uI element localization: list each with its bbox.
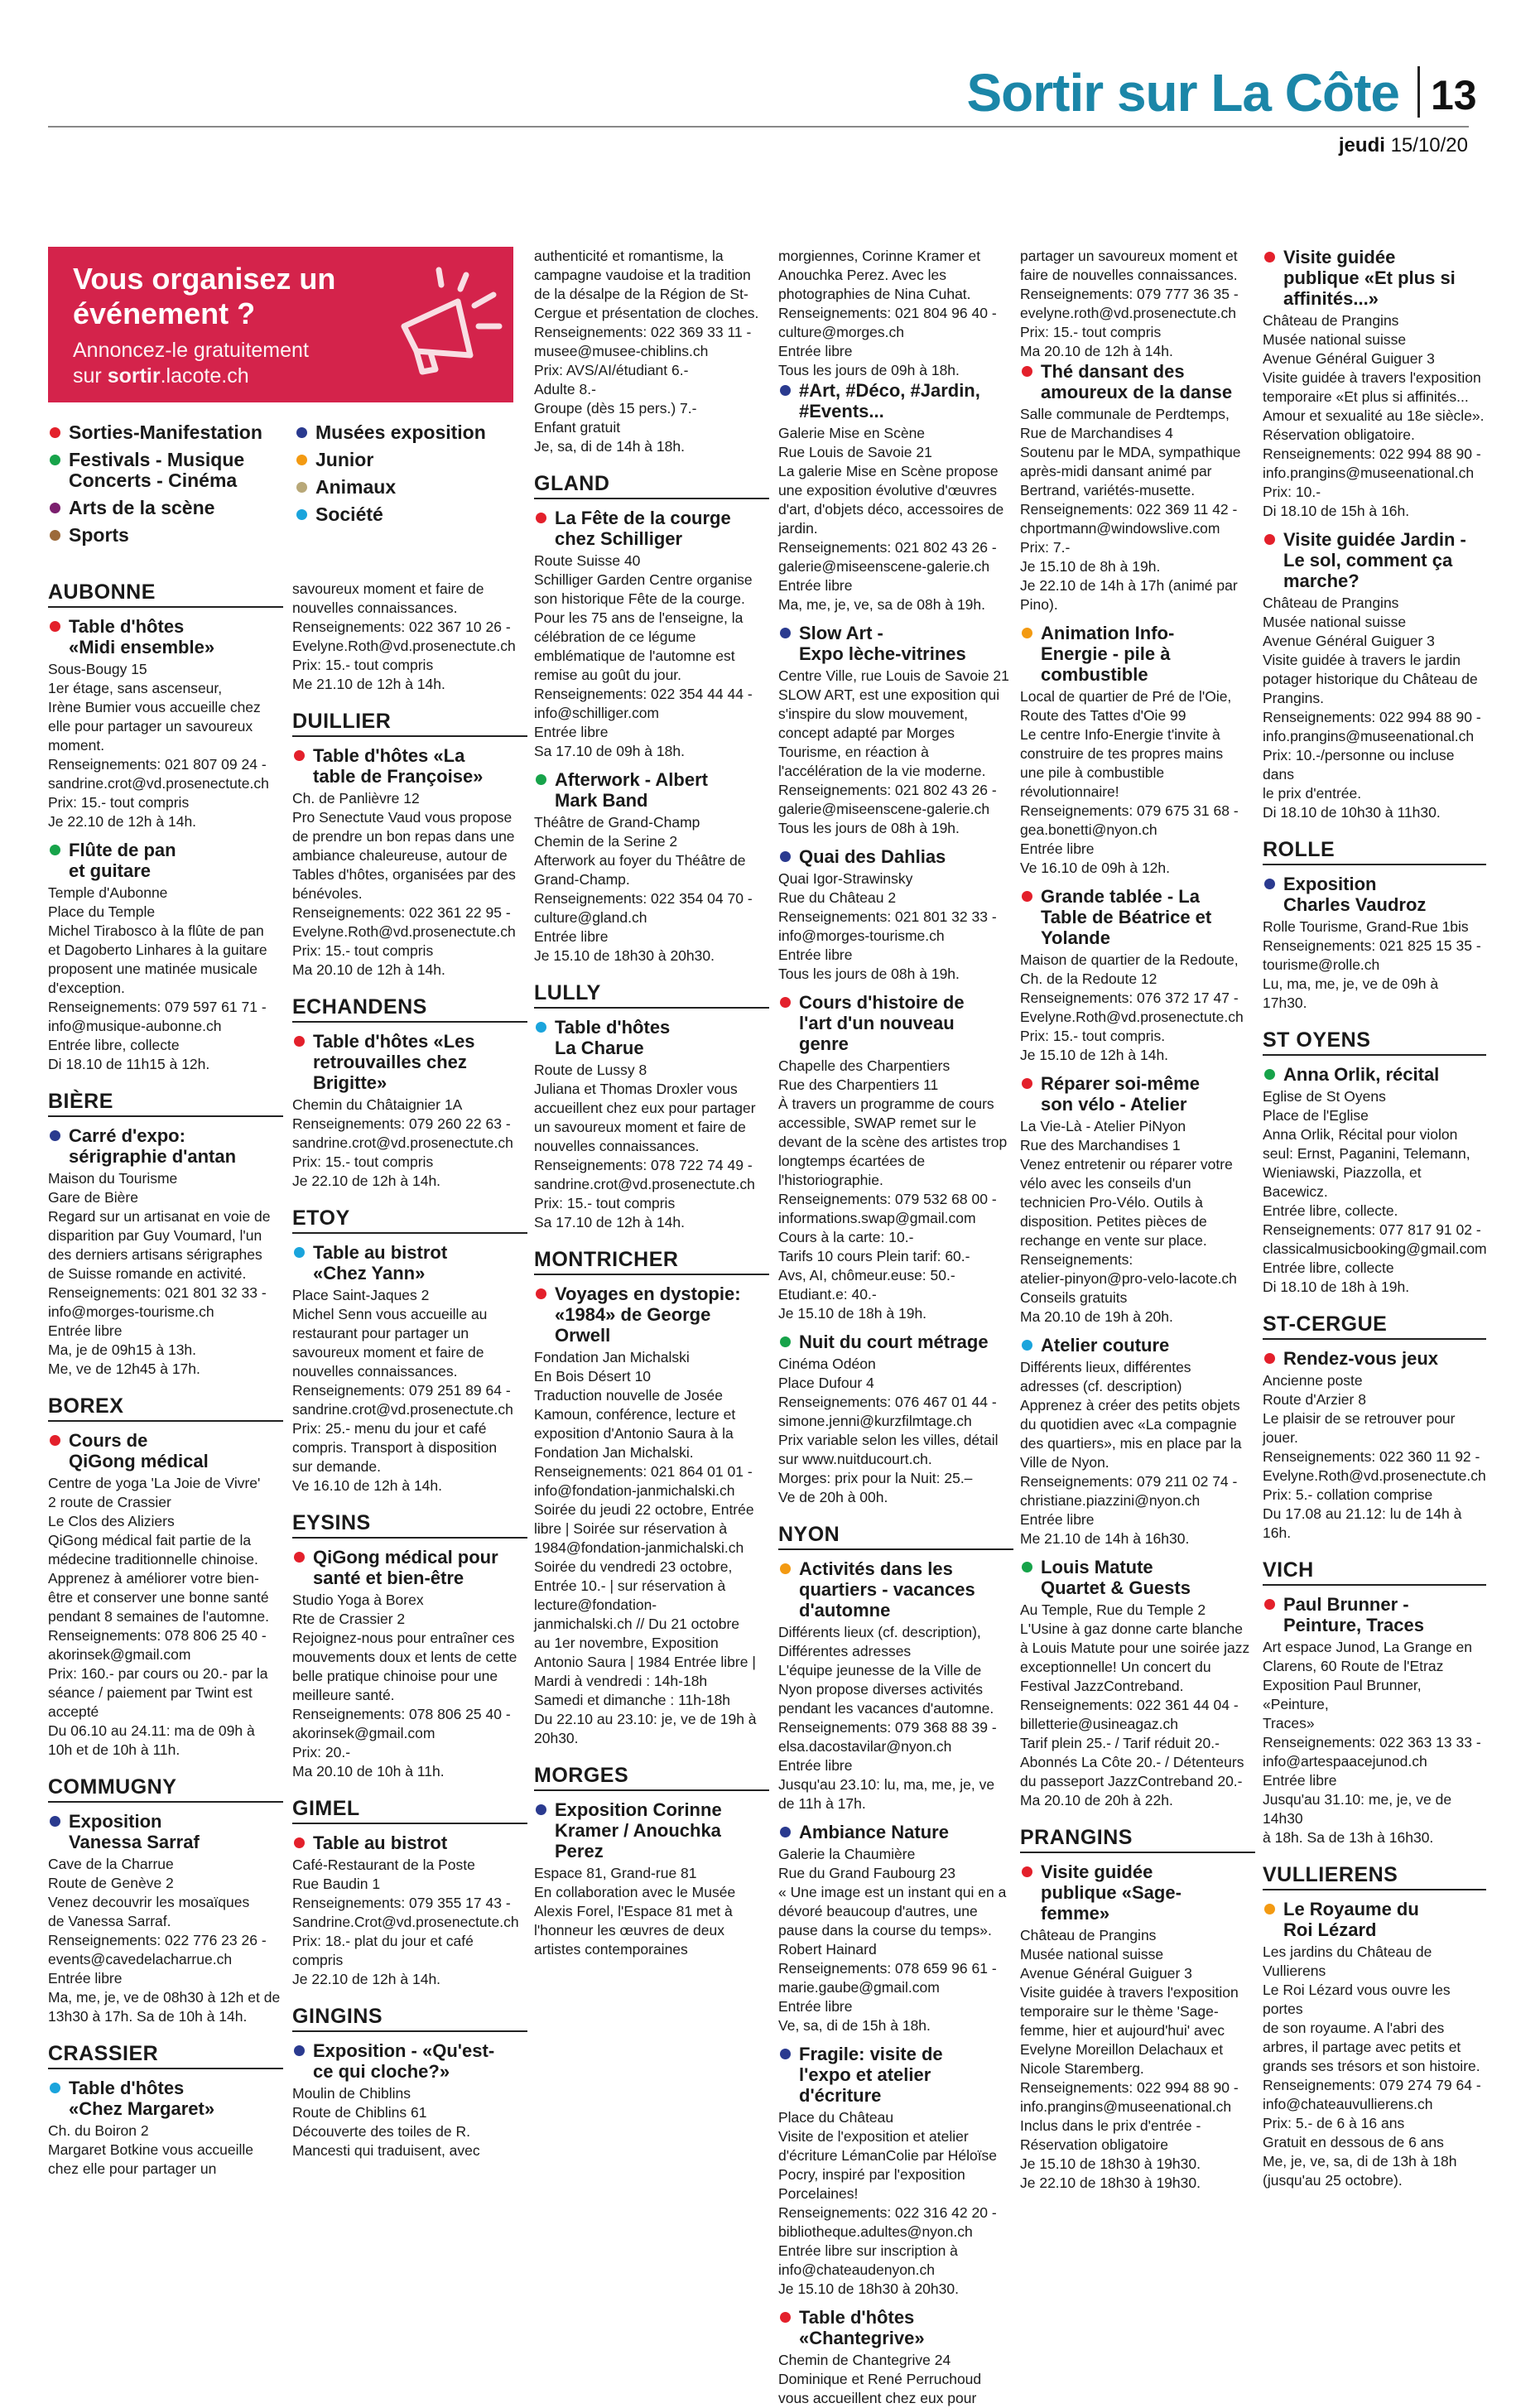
event-title-text: Voyages en dystopie: «1984» de George Orwell [555,1283,741,1346]
category-dot-icon [780,385,791,396]
event-listing [1020,1861,1255,2193]
event-title-text: Louis Matute Quartet & Guests [1041,1557,1191,1598]
category-dot-icon [50,1435,60,1446]
event-details: Studio Yoga à Borex Rte de Crassier 2 Rejoignez-nous pour entraîner ces mouvements doux et lents de cette belle pratique chinoise pour une meilleure santé. Renseignements: 078 806 25 40 - akorinsek@gmail.com Prix: 20.- Ma 20.10 de 10h à 11h. [292,1592,517,1780]
event-continuation: partager un savoureux moment et faire de nouvelles connaissances. Renseignements: 079 777 36 35 - evelyne.roth@vd.prosenectute.ch Prix: 15.- tout compris Ma 20.10 de 12h à 14h. [1020,248,1239,359]
header-rule [48,126,1469,128]
event-title [778,2307,1013,2348]
event-title [1020,1335,1255,1356]
event-details: Ch. du Boiron 2 Margaret Botkine vous accueille chez elle pour partager un [48,2122,254,2177]
page-number: 13 [1431,72,1477,118]
event-details: Chemin de Chantegrive 24 Dominique et René Perruchoud vous accueillent chez eux pour [778,2352,982,2406]
event-title [778,623,1013,664]
category-dot-icon [294,1247,305,1258]
event-listing [292,745,527,980]
event-listing [48,840,283,1074]
event-details: Route Suisse 40 Schilliger Garden Centre organise son historique Fête de la courge. Pour les 75 ans de l'enseigne, la célébration de ce légume emblématique de l'automne est remise au goût du jour. Renseignements: 022 354 44 44 - info@schilliger.com Entrée libre Sa 17.10 de 09h à 18h. [534,552,753,759]
category-dot-icon [294,1837,305,1848]
event-title [292,745,527,787]
event-title [1020,1073,1255,1115]
event-title-text: Table d'hôtes «La table de Françoise» [313,745,484,787]
event-listing [1263,874,1486,1013]
event-title [1263,1899,1486,1940]
promo-link-brand: sortir [107,364,161,388]
event-listing [292,1242,527,1495]
event-title [778,1822,1013,1842]
event-continuation: morgiennes, Corinne Kramer et Anouchka Perez. Avec les photographies de Nina Cuhat. Renseignements: 021 804 96 40 - culture@morges.ch Entrée libre Tous les jours de 09h à 18h. [778,248,997,378]
event-details: Château de Prangins Musée national suisse Avenue Général Guiguer 3 Visite guidée à travers l'exposition temporaire sur le thème 'Sage- femme, hier et aujourd'hui' avec Evelyne Moreillon Delachaux et Nicole Staremberg. Renseignements: 022 994 88 90 - info.prangins@museenational.ch Inclus dans le prix d'entrée - Réservation obligatoire Je 15.10 de 18h30 à 19h30. Je 22.10 de 18h30 à 19h30. [1020,1927,1239,2191]
event-listing [778,992,1013,1323]
promo-link-prefix: sur [73,364,108,388]
event-title-text: Visite guidée Jardin - Le sol, comment ça marche? [1283,529,1466,591]
issue-day: jeudi [1338,134,1385,157]
category-dot-icon [1022,628,1032,638]
event-title-text: Rendez-vous jeux [1283,1348,1439,1369]
category-dot-icon [50,1130,60,1141]
category-dot-icon [296,427,307,438]
category-dot-icon [1022,366,1032,377]
category-dot-icon [780,628,791,638]
issue-date-value: 15/10/20 [1390,134,1468,157]
category-dot-icon [1264,1599,1275,1610]
town-heading: GLAND [534,471,769,499]
event-title-text: Exposition - «Qu'est- ce qui cloche?» [313,2040,495,2082]
event-details: Au Temple, Rue du Temple 2 L'Usine à gaz donne carte blanche à Louis Matute pour une soirée jazz exceptionnelle! Un concert du Festival JazzContreband. Renseignements: 022 361 44 04 - billetterie@usineagaz.ch Tarif plein 25.- / Tarif réduit 20.- Abonnés La Côte 20.- / Détenteurs du passeport JazzContreband 20.- Ma 20.10 de 20h à 22h. [1020,1601,1250,1808]
event-details: Quai Igor-Strawinsky Rue du Château 2 Renseignements: 021 801 32 33 - info@morges-tourisme.ch Entrée libre Tous les jours de 08h à 19h. [778,870,997,982]
listing-column-6 [1263,247,1486,2232]
category-dot-icon [1264,1069,1275,1080]
promo-title: Vous organisez un événement ? [73,262,336,330]
legend-item [295,450,527,470]
event-listing [1020,1073,1255,1327]
event-listing [534,1017,769,1232]
event-details: Cave de la Charrue Route de Genève 2 Venez decouvrir les mosaïques de Vanessa Sarraf. Renseignements: 022 776 23 26 - events@cavedelacharrue.ch Entrée libre Ma, me, je, ve de 08h30 à 12h et de 13h30 à 17h. Sa de 10h à 14h. [48,1856,281,2025]
town-heading: COMMUGNY [48,1775,283,1803]
town-heading: VICH [1263,1558,1486,1586]
event-title-text: Cours de QiGong médical [69,1430,209,1471]
category-dot-icon [296,509,307,520]
event-title-text: Carré d'expo: sérigraphie d'antan [69,1125,237,1167]
event-title [1263,529,1486,591]
listing-column-3 [534,247,769,2232]
town-heading: BOREX [48,1394,283,1422]
event-title [778,992,1013,1054]
event-details: Différents lieux, différentes adresses (cf. description) Apprenez à créer des petits objets du quotidien avec «La compagnie des quartiers», mis en place par la Ville de Nyon. Renseignements: 079 211 02 74 - christiane.piazzini@nyon.ch Entrée libre Me 21.10 de 14h à 16h30. [1020,1359,1242,1547]
event-title-text: Visite guidée publique «Et plus si affinités...» [1283,247,1456,309]
event-listing [292,1547,527,1781]
event-title-text: Anna Orlik, récital [1283,1064,1440,1085]
event-details: Chemin du Châtaignier 1A Renseignements: 079 260 22 63 - sandrine.crot@vd.prosenectute.ch Prix: 15.- tout compris Je 22.10 de 12h à 14h. [292,1096,513,1189]
category-dot-icon [50,1816,60,1827]
event-title-text: Le Royaume du Roi Lézard [1283,1899,1419,1940]
event-details: Sous-Bougy 15 1er étage, sans ascenseur, Irène Bumier vous accueille chez elle pour partager un savoureux moment. Renseignements: 021 807 09 24 - sandrine.crot@vd.prosenectute.ch Prix: 15.- tout compris Je 22.10 de 12h à 14h. [48,661,269,830]
event-details: Galerie Mise en Scène Rue Louis de Savoie 21 La galerie Mise en Scène propose une exposition évolutive d'œuvres d'art, d'objets déco, accessoires de jardin. Renseignements: 021 802 43 26 - galerie@miseenscene-galerie.ch Entrée libre Ma, me, je, ve, sa de 08h à 19h. [778,425,1004,613]
event-title-text: Activités dans les quartiers - vacances d'automne [799,1558,975,1621]
event-details: Espace 81, Grand-rue 81 En collaboration avec le Musée Alexis Forel, l'Espace 81 met à l'honneur les œuvres de deux artistes contemporaines [534,1865,736,1958]
event-details: La Vie-Là - Atelier PiNyon Rue des Marchandises 1 Venez entretenir ou réparer votre vélo avec les conseils d'un technicien Pro-Vélo. Outils à disposition. Petites pièces de rechange en vente sur place. Renseignements: atelier-pinyon@pro-velo-lacote.ch Conseils gratuits Ma 20.10 de 19h à 20h. [1020,1118,1237,1325]
event-title-text: #Art, #Déco, #Jardin, #Events... [799,380,980,421]
event-title-text: Quai des Dahlias [799,846,946,867]
event-listing [778,380,1013,614]
category-dot-icon [780,1336,791,1347]
category-dot-icon [780,1827,791,1837]
category-dot-icon [294,1552,305,1563]
category-dot-icon [296,482,307,493]
event-listing [1020,361,1255,614]
event-details: Temple d'Aubonne Place du Temple Michel Tirabosco à la flûte de pan et Dagoberto Linhares à la guitare proposent une matinée musicale d'exception. Renseignements: 079 597 61 71 - info@musique-aubonne.ch Entrée libre, collecte Di 18.10 de 11h15 à 12h. [48,884,267,1072]
legend-item [295,477,527,498]
promo-banner[interactable] [48,247,513,402]
category-dot-icon [780,851,791,862]
event-listing [1263,1899,1486,2190]
category-dot-icon [536,513,546,523]
category-dot-icon [536,774,546,785]
category-dot-icon [1022,1866,1032,1877]
town-heading: DUILLIER [292,709,527,737]
event-listing [778,1822,1013,2035]
event-details: Théâtre de Grand-Champ Chemin de la Serine 2 Afterwork au foyer du Théâtre de Grand-Champ. Renseignements: 022 354 04 70 - culture@gland.ch Entrée libre Je 15.10 de 18h30 à 20h30. [534,814,753,964]
legend-item [48,525,296,546]
event-listing [48,2078,283,2179]
listing-column-1 [48,580,283,2232]
event-title [1263,247,1486,309]
promo-subtitle: Annoncez-le gratuitement [73,339,309,362]
event-listing [48,616,283,831]
category-dot-icon [50,530,60,541]
event-title-text: Table d'hôtes «Les retrouvailles chez Brigitte» [313,1031,475,1093]
event-details: Château de Prangins Musée national suisse Avenue Général Guiguer 3 Visite guidée à travers l'exposition temporaire «Et plus si affinités... Amour et sexualité au 18e siècle». Réservation obligatoire. Renseignements: 022 994 88 90 - info.prangins@museenational.ch Prix: 10.- Di 18.10 de 15h à 16h. [1263,312,1485,519]
town-heading: NYON [778,1522,1013,1550]
event-title [534,1017,769,1058]
event-title-text: Afterwork - Albert Mark Band [555,769,708,811]
event-listing [778,1332,1013,1507]
event-details: Rolle Tourisme, Grand-Rue 1bis Renseignements: 021 825 15 35 - tourisme@rolle.ch Lu, ma, me, je, ve de 09h à 17h30. [1263,918,1481,1011]
event-details: Moulin de Chiblins Route de Chiblins 61 Découverte des toiles de R. Mancesti qui traduisent, avec [292,2085,480,2159]
event-title [292,1242,527,1283]
legend-label: Société [315,503,383,525]
event-title [778,1332,1013,1352]
legend-item [48,450,296,491]
town-heading: ST OYENS [1263,1028,1486,1056]
event-title-text: Exposition Corinne Kramer / Anouchka Perez [555,1799,722,1861]
event-details: Les jardins du Château de Vullierens Le Roi Lézard vous ouvre les portes de son royaume. A l'abri des arbres, il partage avec petits et grands ses trésors et son histoire. Renseignements: 079 274 79 64 - info@chateauvullierens.ch Prix: 5.- de 6 à 16 ans Gratuit en dessous de 6 ans Me, je, ve, sa, di de 13h à 18h (jusqu'au 25 octobre). [1263,1943,1481,2189]
town-heading: GIMEL [292,1796,527,1824]
event-title-text: Cours d'histoire de l'art d'un nouveau genre [799,992,965,1054]
event-listing [1020,1557,1255,1810]
event-title [48,1125,283,1167]
event-listing [1263,1064,1486,1297]
event-title-text: QiGong médical pour santé et bien-être [313,1547,498,1588]
legend-item [295,504,527,525]
category-dot-icon [1264,879,1275,889]
listing-column-2 [292,580,527,2232]
event-details: Maison du Tourisme Gare de Bière Regard sur un artisanat en voie de disparition par Guy Voumard, l'un des derniers artisans sérigraphes de Suisse romande en activité. Renseignements: 021 801 32 33 - info@morges-tourisme.ch Entrée libre Ma, je de 09h15 à 13h. Me, ve de 12h45 à 17h. [48,1170,271,1377]
event-title [1020,623,1255,685]
event-listing [534,1283,769,1748]
event-title-text: Animation Info- Energie - pile à combustible [1041,623,1175,685]
event-listing [1263,1348,1486,1543]
event-title-text: La Fête de la courge chez Schilliger [555,508,731,549]
event-title-text: Thé dansant des amoureux de la danse [1041,361,1233,402]
event-title [778,846,1013,867]
legend-label: Sorties-Manifestation [69,421,262,443]
event-title-text: Réparer soi-même son vélo - Atelier [1041,1073,1200,1115]
category-dot-icon [1022,1078,1032,1089]
event-title [1020,361,1255,402]
event-title-text: Flûte de pan et guitare [69,840,176,881]
category-dot-icon [536,1022,546,1033]
event-details: Ancienne poste Route d'Arzier 8 Le plaisir de se retrouver pour jouer. Renseignements: 022 360 11 92 - Evelyne.Roth@vd.prosenectute.ch Prix: 5.- collation comprise Du 17.08 au 21.12: lu de 14h à 16h. [1263,1372,1486,1541]
category-dot-icon [296,455,307,465]
category-dot-icon [536,1288,546,1299]
town-heading: GINGINS [292,2004,527,2032]
listing-column-5 [1020,247,1255,2232]
town-heading: EYSINS [292,1510,527,1539]
event-listing [778,1558,1013,1813]
town-heading: PRANGINS [1020,1825,1255,1853]
event-listing [778,2307,1013,2408]
category-dot-icon [1022,1340,1032,1351]
event-details: Centre Ville, rue Louis de Savoie 21 SLOW ART, est une exposition qui s'inspire du slow mouvement, concept adapté par Morges Tourisme, en réaction à l'accélération de la vie moderne. Renseignements: 021 802 43 26 - galerie@miseenscene-galerie.ch Tous les jours de 08h à 19h. [778,667,1009,836]
event-details: Local de quartier de Pré de l'Oie, Route des Tattes d'Oie 99 Le centre Info-Energie t'invite à construire de tes propres mains une pile à combustible révolutionnaire! Renseignements: 079 675 31 68 - gea.bonetti@nyon.ch Entrée libre Ve 16.10 de 09h à 12h. [1020,688,1239,876]
event-listing [534,508,769,761]
town-heading: VULLIERENS [1263,1862,1486,1890]
event-continuation: savoureux moment et faire de nouvelles connaissances. Renseignements: 022 367 10 26 - Evelyne.Roth@vd.prosenectute.ch Prix: 15.- tout compris Me 21.10 de 12h à 14h. [292,580,516,692]
legend-label: Sports [69,524,129,546]
event-listing [1263,529,1486,822]
event-details: Galerie la Chaumière Rue du Grand Faubourg 23 « Une image est un instant qui en a dévoré beaucoup d'autres, une pause dans la course du temps». Robert Hainard Renseignements: 078 659 96 61 - marie.gaube@gmail.com Entrée libre Ve, sa, di de 15h à 18h. [778,1846,1007,2034]
town-heading: MONTRICHER [534,1247,769,1275]
event-listing [48,1811,283,2026]
megaphone-icon [379,260,503,384]
event-details: Château de Prangins Musée national suisse Avenue Général Guiguer 3 Visite guidée à travers le jardin potager historique du Château de Prangins. Renseignements: 022 994 88 90 - info.prangins@museenational.ch Prix: 10.-/personne ou incluse dans le prix d'entrée. Di 18.10 de 10h30 à 11h30. [1263,595,1481,821]
event-details: Chapelle des Charpentiers Rue des Charpentiers 11 À travers un programme de cours accessible, SWAP remet sur le devant de la scène des artistes trop longtemps écartées de l'historiographie. Renseignements: 079 532 68 00 - informations.swap@gmail.com Cours à la carte: 10.- Tarifs 10 cours Plein tarif: 60.- Avs, AI, chômeur.euse: 50.- Etudiant.e: 40.- Je 15.10 de 18h à 19h. [778,1057,1008,1322]
category-dot-icon [50,621,60,632]
event-title-text: Slow Art - Expo lèche-vitrines [799,623,966,664]
event-title [778,1558,1013,1621]
event-title [48,2078,283,2119]
event-title-text: Nuit du court métrage [799,1332,989,1352]
event-listing [292,1031,527,1191]
event-details: Route de Lussy 8 Juliana et Thomas Droxler vous accueillent chez eux pour partager un savoureux moment et faire de nouvelles connaissances. Renseignements: 078 722 74 49 - sandrine.crot@vd.prosenectute.ch Prix: 15.- tout compris Sa 17.10 de 12h à 14h. [534,1062,756,1230]
event-title [1020,1861,1255,1924]
event-listing [292,1832,527,1989]
event-details: Cinéma Odéon Place Dufour 4 Renseignements: 076 467 01 44 - simone.jenni@kurzfilmtage.ch Prix variable selon les villes, détail sur www.nuitducourt.ch. Morges: prix pour la Nuit: 25.– Ve de 20h à 00h. [778,1356,999,1505]
event-title-text: Table au bistrot [313,1832,448,1853]
event-title [778,2044,1013,2106]
category-dot-icon [1264,1904,1275,1914]
town-heading: ETOY [292,1206,527,1234]
page-title: Sortir sur La Côte [966,63,1399,123]
town-heading: AUBONNE [48,580,283,608]
category-dot-icon [780,1563,791,1574]
event-title-text: Table au bistrot «Chez Yann» [313,1242,448,1283]
category-dot-icon [50,455,60,465]
event-title-text: Table d'hôtes «Chez Margaret» [69,2078,215,2119]
event-title-text: Table d'hôtes «Chantegrive» [799,2307,925,2348]
event-title [48,1811,283,1852]
category-dot-icon [536,1804,546,1815]
event-listing [534,769,769,966]
category-dot-icon [1022,891,1032,902]
header-divider [1417,66,1420,118]
event-title-text: Exposition Charles Vaudroz [1283,874,1427,915]
event-title [292,2040,527,2082]
event-listing [778,2044,1013,2299]
event-details: Fondation Jan Michalski En Bois Désert 10 Traduction nouvelle de Josée Kamoun, conférence, lecture et exposition d'Antonio Saura à la Fondation Jan Michalski. Renseignements: 021 864 01 01 - info@fondation-janmichalski.ch Soirée du jeudi 22 octobre, Entrée libre | Soirée sur réservation à 1984@fondation-janmichalski.ch Soirée du vendredi 23 octobre, Entrée 10.- | sur réservation à lecture@fondation- janmichalski.ch // Du 21 octobre au 1er novembre, Exposition Antonio Saura | 1984 Entrée libre | Mardi à vendredi : 14h-18h Samedi et dimanche : 11h-18h Du 22.10 au 23.10: je, ve de 19h à 20h30. [534,1349,757,1746]
event-listing [534,1799,769,1959]
event-title [48,840,283,881]
event-title [1263,1348,1486,1369]
legend-label: Junior [315,449,374,470]
event-title [292,1547,527,1588]
event-details: Maison de quartier de la Redoute, Ch. de la Redoute 12 Renseignements: 076 372 17 47 - Evelyne.Roth@vd.prosenectute.ch Prix: 15.- tout compris. Je 15.10 de 12h à 14h. [1020,951,1244,1063]
town-heading: ROLLE [1263,837,1486,865]
legend-column-right [295,422,527,532]
legend-label: Musées exposition [315,421,486,443]
event-title [48,1430,283,1471]
category-dot-icon [50,845,60,855]
event-details: Centre de yoga 'La Joie de Vivre' 2 route de Crassier Le Clos des Aliziers QiGong médical fait partie de la médecine traditionnelle chinoise. Apprenez à améliorer votre bien- être et conserver une bonne santé pendant 8 semaines de l'automne. Renseignements: 078 806 25 40 - akorinsek@gmail.com Prix: 160.- par cours ou 20.- par la séance / paiement par Twint est accepté Du 06.10 au 24.11: ma de 09h à 10h et de 10h à 11h. [48,1475,269,1758]
event-title [292,1832,527,1853]
event-details: Art espace Junod, La Grange en Clarens, 60 Route de l'Etraz Exposition Paul Brunner, «Peinture, Traces» Renseignements: 022 363 13 33 - info@artespaacejunod.ch Entrée libre Jusqu'au 31.10: me, je, ve de 14h30 à 18h. Sa de 13h à 16h30. [1263,1639,1481,1846]
event-listing [1020,886,1255,1065]
category-dot-icon [294,1036,305,1047]
category-dot-icon [1264,1353,1275,1364]
legend-label: Festivals - Musique Concerts - Cinéma [69,449,245,491]
event-details: Place Saint-Jaques 2 Michel Senn vous accueille au restaurant pour partager un savoureux moment et faire de nouvelles connaissances. Renseignements: 079 251 89 64 - sandrine.crot@vd.prosenectute.ch Prix: 25.- menu du jour et café compris. Transport à disposition sur demande. Ve 16.10 de 12h à 14h. [292,1287,513,1494]
event-listing [292,2040,527,2160]
event-listing [1020,1335,1255,1548]
event-title [1263,1064,1486,1085]
event-details: Eglise de St Oyens Place de l'Eglise Anna Orlik, Récital pour violon seul: Ernst, Paganini, Telemann, Wieniawski, Piazzolla, et Bacewicz. Entrée libre, collecte. Renseignements: 077 817 91 02 - classicalmusicbooking@gmail.com Entrée libre, collecte Di 18.10 de 18h à 19h. [1263,1088,1487,1295]
event-title-text: Table d'hôtes «Midi ensemble» [69,616,215,657]
event-listing [778,623,1013,838]
issue-date [1339,134,1468,157]
promo-link-suffix: .lacote.ch [160,364,249,388]
event-title [1020,886,1255,948]
event-title [778,380,1013,421]
category-dot-icon [780,2312,791,2323]
event-details: Différents lieux (cf. description), Différentes adresses L'équipe jeunesse de la Ville de Nyon propose diverses activités pendant les vacances d'automne. Renseignements: 079 368 88 39 - elsa.dacostavilar@nyon.ch Entrée libre Jusqu'au 23.10: lu, ma, me, je, ve de 11h à 17h. [778,1624,997,1812]
event-continuation: authenticité et romantisme, la campagne vaudoise et la tradition de la désalpe de la Région de St- Cergue et présentation de cloches. Renseignements: 022 369 33 11 - musee@musee-chiblins.ch Prix: AVS/AI/étudiant 6.- Adulte 8.- Groupe (dès 15 pers.) 7.- Enfant gratuit Je, sa, di de 14h à 18h. [534,248,759,455]
town-heading: MORGES [534,1763,769,1791]
town-heading: CRASSIER [48,2041,283,2069]
category-dot-icon [1264,534,1275,545]
event-title-text: Fragile: visite de l'expo et atelier d'écriture [799,2044,943,2106]
town-heading: ECHANDENS [292,995,527,1023]
event-listing [1263,247,1486,521]
listing-column-4 [778,247,1013,2406]
event-title-text: Ambiance Nature [799,1822,949,1842]
legend-item [48,422,296,443]
event-title [292,1031,527,1093]
event-title [534,1799,769,1861]
event-listing [48,1125,283,1379]
category-dot-icon [50,2083,60,2093]
event-details: Café-Restaurant de la Poste Rue Baudin 1 Renseignements: 079 355 17 43 - Sandrine.Crot@vd.prosenectute.ch Prix: 18.- plat du jour et café compris Je 22.10 de 12h à 14h. [292,1857,519,1987]
event-listing [1263,1594,1486,1847]
town-heading: BIÈRE [48,1089,283,1117]
event-details: Ch. de Panlièvre 12 Pro Senectute Vaud vous propose de prendre un bon repas dans une ambiance chaleureuse, autour de Tables d'hôtes, organisées par des bénévoles. Renseignements: 022 361 22 95 - Evelyne.Roth@vd.prosenectute.ch Prix: 15.- tout compris Ma 20.10 de 12h à 14h. [292,790,516,978]
event-title-text: Visite guidée publique «Sage- femme» [1041,1861,1182,1924]
event-details: Place du Château Visite de l'exposition et atelier d'écriture LémanColie par Héloïse Pocry, inspiré par l'exposition Porcelaines! Renseignements: 022 316 42 20 - bibliotheque.adultes@nyon.ch Entrée libre sur inscription à info@chateaudenyon.ch Je 15.10 de 18h30 à 20h30. [778,2109,998,2297]
town-heading: LULLY [534,980,769,1009]
category-dot-icon [1264,252,1275,262]
event-title-text: Atelier couture [1041,1335,1170,1356]
event-listing [1020,623,1255,878]
event-title [1263,1594,1486,1635]
category-dot-icon [294,750,305,761]
event-title-text: Grande tablée - La Table de Béatrice et Yolande [1041,886,1212,948]
town-heading: ST-CERGUE [1263,1312,1486,1340]
legend-column-left [48,422,296,552]
event-title-text: Exposition Vanessa Sarraf [69,1811,200,1852]
event-title [48,616,283,657]
event-title [1020,1557,1255,1598]
legend-item [48,498,296,518]
legend-item [295,422,527,443]
event-title [534,1283,769,1346]
category-dot-icon [294,2045,305,2056]
event-title [534,508,769,549]
event-title-text: Table d'hôtes La Charue [555,1017,671,1058]
event-title [1263,874,1486,915]
event-details: Salle communale de Perdtemps, Rue de Marchandises 4 Soutenu par le MDA, sympathique après-midi dansant animé par Bertrand, variétés-musette. Renseignements: 022 369 11 42 - chportmann@windowslive.com Prix: 7.- Je 15.10 de 8h à 19h. Je 22.10 de 14h à 17h (animé par Pino). [1020,406,1241,613]
category-dot-icon [780,997,791,1008]
event-title-text: Paul Brunner - Peinture, Traces [1283,1594,1424,1635]
legend-label: Arts de la scène [69,497,215,518]
event-listing [48,1430,283,1760]
legend-label: Animaux [315,476,397,498]
event-title [534,769,769,811]
event-listing [778,846,1013,984]
category-dot-icon [50,503,60,513]
category-dot-icon [1022,1562,1032,1572]
category-dot-icon [780,2049,791,2059]
category-dot-icon [50,427,60,438]
